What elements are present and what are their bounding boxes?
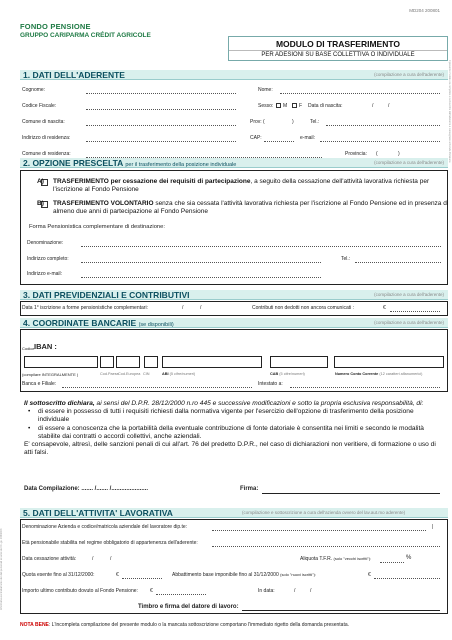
abbattimento-label [172,572,316,578]
option-a-body: , a seguito della cessazione dell'attività lavorativa richiesta per l'iscrizione al Fondo Pensione [53,178,430,193]
data-cessazione-label: Data cessazione attività: [22,556,77,562]
sex-m-label: M [283,103,288,109]
declaration-intro-text: ai sensi del D.P.R. 28/12/2000 n.ro 445 e successive modificazioni e sotto la propria esclusiva responsabilità, di: [94,400,424,407]
paese-label: Cod.Paese [100,372,119,376]
indirizzo-completo-field[interactable] [81,262,321,263]
section-2-title [23,158,236,170]
importo-field[interactable] [156,594,206,595]
intestato-field[interactable] [290,387,440,388]
side-note: Il presente modulo va compilato e sottoscritto dall'aderente e consegnato al Fondo Pensione. [448,60,451,164]
iscr-sep-2: / [200,305,202,311]
section-2-note: (compilazione a cura dell'aderente) [374,160,444,165]
abbattimento-note: (solo "nuovi iscritti"): [280,572,317,577]
iban-cineu-cell[interactable] [116,356,140,368]
indirizzo-label: Indirizzo di residenza: [22,135,71,141]
cab-title: CAB [270,372,279,376]
section-3-header [20,290,448,300]
tel-field[interactable] [326,125,440,126]
abbattimento-text: Abbattimento base imponibile fino al 31/12/2000 [172,572,279,578]
section-5-note: (compilazione e sottoscrizione a cura dell'azienda ovvero del lav.aut.mo aderente) [242,510,406,515]
email-field[interactable] [320,141,440,142]
cess-sep-1: / [92,556,94,562]
provincia-close: ) [398,151,400,157]
section-1-note: (compilazione a cura dell'aderente) [374,72,444,77]
logo-line-2: GRUPPO CARIPARMA CRÉDIT AGRICOLE [20,32,151,39]
importo-euro: € [150,588,153,594]
nome-label: Nome: [258,87,273,93]
aliquota-field[interactable] [380,562,404,563]
dest-tel-field[interactable] [355,262,441,263]
data-iscrizione-label: Data 1° iscrizione a forme pensionistiche complementari: [22,305,148,311]
quota-field[interactable] [122,578,162,579]
cab-label [270,372,305,376]
cap-field[interactable] [264,141,294,142]
section-4-title-text: 4. COORDINATE BANCARIE [23,318,137,328]
in-data-sep-1: / [294,588,296,594]
cineu-label: Cod.Europea [118,372,141,376]
date-sep-1: / [372,103,374,109]
fund-logo [20,22,151,39]
aliquota-text: Aliquota T.F.R. [300,556,333,562]
section-3-note: (compilazione a cura dell'aderente) [374,292,444,297]
iban-conto-cell[interactable] [334,356,444,368]
cap-label: CAP: [250,135,262,141]
banca-label: Banca e Filiale: [22,381,57,387]
comune-res-label: Comune di residenza: [22,151,71,157]
conto-note: (12 caratteri alfanumerici) [379,372,423,376]
timbro-field[interactable] [242,610,440,611]
declaration-intro [24,400,444,408]
provincia-open: ( [376,151,378,157]
left-side-note: Informativa sul trattamento dei dati personali ai sensi del D.Lgs. 196/2003 [0,528,3,610]
indirizzo-field[interactable] [86,141,236,142]
nota-text: : L'incompleta compilazione del presente modulo o la mancata sottoscrizione comportano l'immediato rigetto della domanda presentata. [48,622,350,628]
section-1-header [20,70,448,80]
quota-euro: € [116,572,119,578]
firma-field[interactable] [262,493,440,494]
form-title: MODULO DI TRASFERIMENTO [275,39,401,49]
abbattimento-field[interactable] [374,578,440,579]
declaration-item: • di essere a conoscenza che la portabilità della eventuale contribuzione di fonte datoriale è consentita nei limiti e secondo le modalità stabilite dai contratti o accordi collettivi, anche aziendali. [38,425,444,441]
email-label: e-mail: [300,135,316,141]
option-a-bold: TRASFERIMENTO per cessazione dei requisiti di partecipazione [53,178,251,185]
nota-bene: NOTA BENE [20,622,49,628]
prov-label: Prov: ( [250,119,265,125]
timbro-label: Timbro e firma del datore di lavoro: [138,604,239,610]
in-data-sep-2: / [310,588,312,594]
dest-email-label: Indirizzo e-mail: [27,271,63,277]
aliquota-label [300,556,371,562]
cess-sep-2: / [110,556,112,562]
sesso-label: Sesso: [258,103,274,109]
abi-label [162,372,195,376]
cf-label: Codice Fiscale: [22,103,57,109]
aliquota-pct: % [406,555,412,561]
declaration-sanctions: E' consapevole, altresì, delle sanzioni penali di cui all'art. 76 del predetto D.P.R., nel caso di dichiarazioni non veritiere, di formazione o uso di atti falsi. [24,441,436,457]
section-5-box [20,519,448,614]
option-b-text [37,200,449,216]
compilare-label: (compilare INTEGRALMENTE ) [22,372,79,377]
data-compilazione-label: Data Compilazione: ....... /....... /...................... [24,486,149,492]
iban-cab-cell[interactable] [270,356,328,368]
declaration [24,400,444,457]
option-a-key: A) [37,178,44,185]
document-code: MD204 200801 [409,8,440,13]
eta-field[interactable] [212,546,440,547]
section-1-title: 1. DATI DELL'ADERENTE [23,70,125,80]
cognome-label: Cognome: [22,87,46,93]
cin-label: CIN [143,372,150,376]
sex-f-label: F [299,103,303,109]
contributi-field[interactable] [390,311,440,312]
cognome-field[interactable] [86,93,236,94]
nome-field[interactable] [280,93,440,94]
cf-field[interactable] [86,109,236,110]
denominazione-field[interactable] [81,246,441,247]
provincia-label: Provincia: [345,151,367,157]
firma-label: Firma: [240,486,259,492]
cab-note: (5 cifre/numeri) [279,372,305,376]
title-box [228,36,448,61]
nascita-label: Data di nascita: [308,103,343,109]
iban-paese-cell[interactable] [100,356,114,368]
eta-label: Età pensionabile stabilita nel regime obbligatorio di appartenenza dell'aderente: [22,540,198,546]
footer-note [20,622,349,628]
section-3-title: 3. DATI PREVIDENZIALI E CONTRIBUTIVI [23,290,190,300]
abi-note: (5 cifre/numeri) [169,372,196,376]
option-a-text [37,178,449,194]
in-data-label: In data: [258,588,275,594]
section-2-subtitle: per il trasferimento della posizione individuale [125,162,237,168]
iban-blank-cell [24,356,98,368]
comune-nascita-label: Comune di nascita: [22,119,65,125]
iscr-sep-1: / [182,305,184,311]
declaration-intro-bold: Il sottoscritto dichiara, [24,400,95,407]
date-sep-2: / [388,103,390,109]
logo-line-1: FONDO PENSIONE [20,22,91,31]
dest-email-field[interactable] [81,277,321,278]
codice-label: Codice [22,346,35,351]
sex-m-checkbox[interactable] [276,103,281,108]
tel-label: Tel.: [310,119,320,125]
section-4-subtitle: (se disponibili) [138,322,174,328]
iban-abi-cell[interactable] [162,356,262,368]
section-4-header [20,318,448,328]
azienda-label: Denominazione Azienda e codice/matricola aziendale del lavoratore dip.te: [22,524,188,530]
section-2-title-text: 2. OPZIONE PRESCELTA [23,158,123,168]
section-5-header [20,508,448,518]
intestato-label: Intestato a: [258,381,283,387]
azienda-bar: | [432,524,434,530]
sex-f-checkbox[interactable] [292,103,297,108]
section-5-title: 5. DATI DELL'ATTIVITA' LAVORATIVA [23,508,173,518]
abb-euro: € [368,572,371,578]
abi-title: ABI [162,372,169,376]
form-subtitle: PER ADESIONI SU BASE COLLETTIVA O INDIVIDUALE [229,50,447,60]
conto-title: Numero Conto Corrente [335,372,379,376]
declaration-item: • di essere in possesso di tutti i requisiti richiesti dalla normativa vigente per l'esercizio dell'opzione di trasferimento della posizione individuale [38,408,444,424]
banca-field[interactable] [62,387,252,388]
indirizzo-completo-label: Indirizzo completo: [27,256,69,262]
option-b-key: B) [37,200,44,207]
option-b-bold: TRASFERIMENTO VOLONTARIO [53,200,154,207]
comune-nascita-field[interactable] [86,125,236,126]
prov-close: ) [292,119,294,125]
forma-label: Forma Pensionistica complementare di destinazione: [29,224,165,230]
contributi-label: Contributi non dedotti non ancora comunicati : [252,305,355,311]
quota-label: Quota esente fino al 31/12/2000: [22,572,95,578]
denominazione-label: Denominazione: [27,240,64,246]
section-4-note: (compilazione a cura dell'aderente) [374,320,444,325]
declaration-list [38,408,444,441]
iban-label: IBAN : [34,342,57,351]
iban-cin-cell[interactable] [144,356,158,368]
aliquota-note: (solo "vecchi iscritti"): [333,556,372,561]
dest-tel-label: Tel.: [341,256,351,262]
azienda-field[interactable] [212,530,426,531]
option-b-body: senza che sia cessata l'attività lavorativa richiesta per l'iscrizione al Fondo Pensione ed in presenza di almeno due anni di partecipazione al Fondo Pensione [53,200,449,215]
contributi-euro: € [383,305,386,311]
option-box [20,170,448,285]
importo-label: Importo ultimo contributo dovuto al Fondo Pensione: [22,588,138,594]
section-2-header [20,158,448,168]
conto-label [335,372,422,376]
